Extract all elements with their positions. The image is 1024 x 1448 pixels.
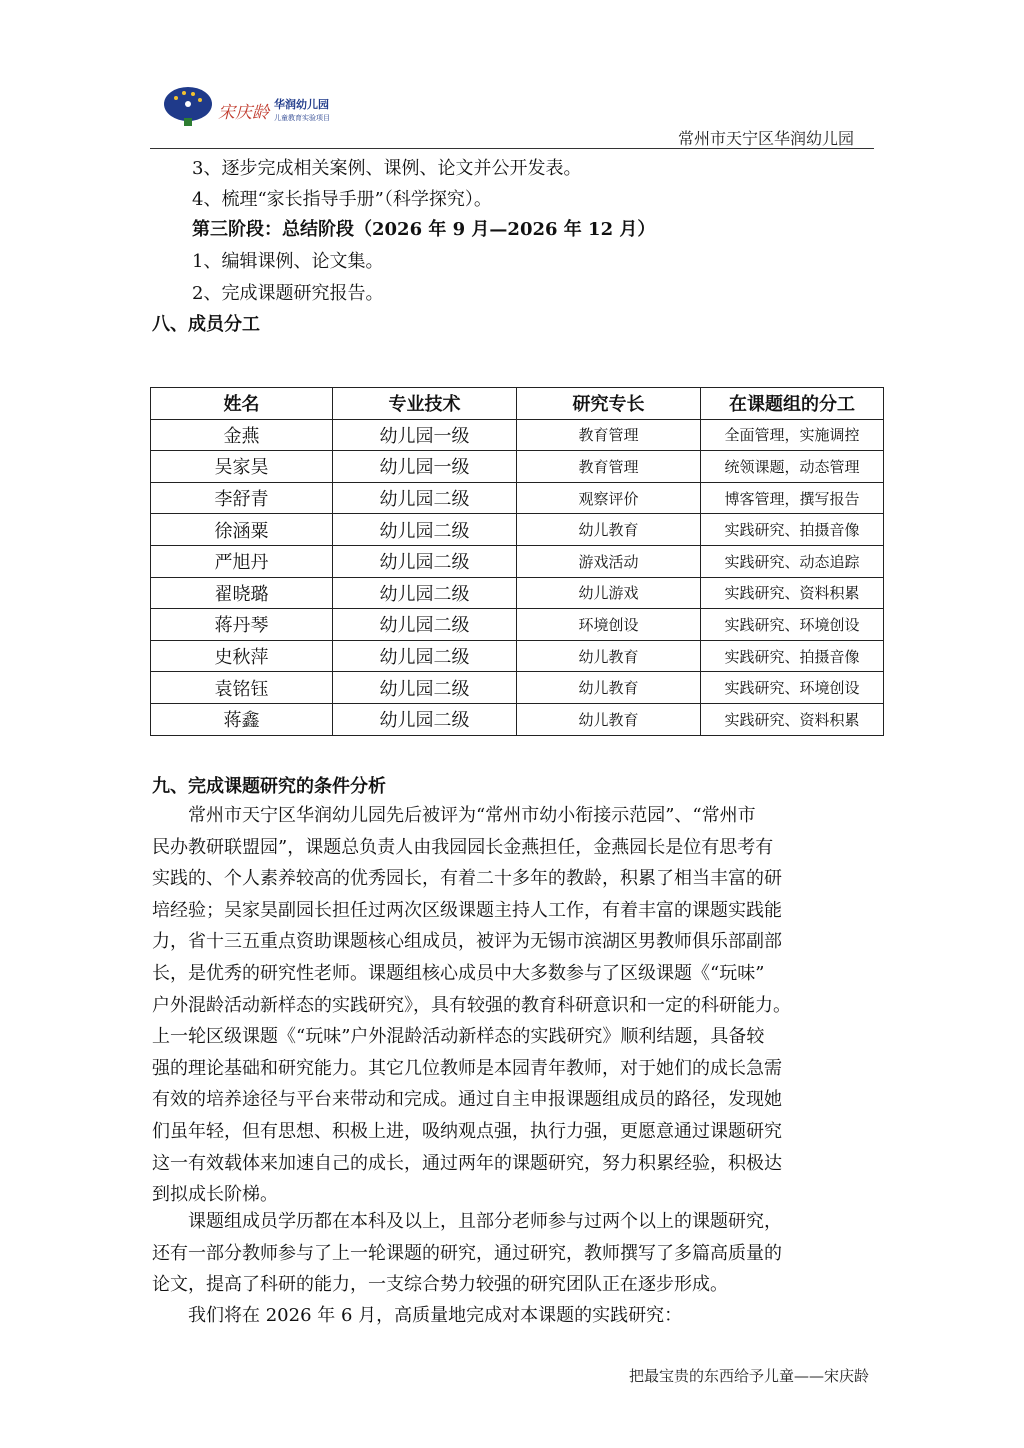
member-specialty: 环境创设 xyxy=(517,609,701,641)
member-title: 幼儿园二级 xyxy=(333,577,517,609)
member-specialty: 教育管理 xyxy=(517,451,701,483)
footer-motto: 把最宝贵的东西给予儿童——宋庆龄 xyxy=(628,1367,869,1385)
members-table xyxy=(150,387,884,736)
member-specialty: 幼儿游戏 xyxy=(517,577,701,609)
paragraph-line: 常州市天宁区华润幼儿园先后被评为“常州市幼小衔接示范园”、“常州市 xyxy=(188,805,756,826)
member-title: 幼儿园一级 xyxy=(333,451,517,483)
paragraph-line: 长，是优秀的研究性老师。课题组核心成员中大多数参与了区级课题《“玩味” xyxy=(152,962,765,984)
table-row xyxy=(151,703,884,735)
paragraph-line: 强的理论基础和研究能力。其它几位教师是本园青年教师，对于她们的成长急需 xyxy=(152,1057,782,1079)
table-row xyxy=(151,577,884,609)
member-title: 幼儿园二级 xyxy=(333,703,517,735)
table-row xyxy=(151,514,884,546)
member-duty: 实践研究、拍摄音像 xyxy=(701,514,884,546)
member-duty: 全面管理，实施调控 xyxy=(701,419,884,451)
stage3-item: 1、编辑课例、论文集。 xyxy=(192,251,384,272)
paragraph-line: 还有一部分教师参与了上一轮课题的研究，通过研究，教师撰写了多篇高质量的 xyxy=(152,1242,782,1264)
member-duty: 实践研究、资料积累 xyxy=(701,703,884,735)
column-header: 专业技术 xyxy=(333,388,517,420)
kindergarten-logo xyxy=(162,84,362,130)
paragraph-line: 们虽年轻，但有思想、积极上进，吸纳观点强，执行力强，更愿意通过课题研究 xyxy=(152,1120,782,1142)
paragraph-line: 上一轮区级课题《“玩味”户外混龄活动新样态的实践研究》顺利结题，具备较 xyxy=(152,1026,765,1048)
svg-text:宋庆龄: 宋庆龄 xyxy=(218,103,269,123)
paragraph-line: 论文，提高了科研的能力，一支综合势力较强的研究团队正在逐步形成。 xyxy=(152,1274,728,1296)
member-duty: 博客管理，撰写报告 xyxy=(701,482,884,514)
paragraph-line: 我们将在 2026 年 6 月，高质量地完成对本课题的实践研究： xyxy=(188,1305,683,1326)
table-row xyxy=(151,609,884,641)
paragraph-line: 力，省十三五重点资助课题核心组成员，被评为无锡市滨湖区男教师俱乐部副部 xyxy=(152,931,782,953)
member-specialty: 教育管理 xyxy=(517,419,701,451)
table-row xyxy=(151,545,884,577)
stage3-title: 第三阶段：总结阶段（2026 年 9 月—2026 年 12 月） xyxy=(192,219,656,240)
member-specialty: 观察评价 xyxy=(517,482,701,514)
member-duty: 实践研究、环境创设 xyxy=(701,609,884,641)
member-title: 幼儿园二级 xyxy=(333,672,517,704)
member-name: 徐涵粟 xyxy=(151,514,333,546)
paragraph-line: 户外混龄活动新样态的实践研究》，具有较强的教育科研意识和一定的科研能力。 xyxy=(152,994,791,1016)
member-title: 幼儿园二级 xyxy=(333,514,517,546)
section9-paragraph-1 xyxy=(152,800,884,1211)
paragraph-line: 培经验；吴家昊副园长担任过两次区级课题主持人工作，有着丰富的课题实践能 xyxy=(152,899,782,921)
member-specialty: 幼儿教育 xyxy=(517,703,701,735)
member-title: 幼儿园二级 xyxy=(333,609,517,641)
table-row xyxy=(151,640,884,672)
header-organization: 常州市天宁区华润幼儿园 xyxy=(677,129,854,148)
paragraph-line: 有效的培养途径与平台来带动和完成。通过自主申报课题组成员的路径，发现她 xyxy=(152,1089,782,1111)
member-specialty: 幼儿教育 xyxy=(517,640,701,672)
stage3-item: 2、完成课题研究报告。 xyxy=(192,283,384,304)
member-specialty: 游戏活动 xyxy=(517,545,701,577)
column-header: 研究专长 xyxy=(517,388,701,420)
member-specialty: 幼儿教育 xyxy=(517,514,701,546)
member-name: 李舒青 xyxy=(151,482,333,514)
svg-text:华润幼儿园: 华润幼儿园 xyxy=(274,98,329,111)
table-row xyxy=(151,419,884,451)
paragraph-line: 实践的、个人素养较高的优秀园长，有着二十多年的教龄，积累了相当丰富的研 xyxy=(152,868,782,890)
member-specialty: 幼儿教育 xyxy=(517,672,701,704)
stage2-item: 4、梳理“家长指导手册”（科学探究）。 xyxy=(192,189,492,210)
member-title: 幼儿园二级 xyxy=(333,640,517,672)
member-duty: 实践研究、资料积累 xyxy=(701,577,884,609)
member-name: 蒋鑫 xyxy=(151,703,333,735)
member-duty: 实践研究、环境创设 xyxy=(701,672,884,704)
member-name: 史秋萍 xyxy=(151,640,333,672)
paragraph-line: 到拟成长阶梯。 xyxy=(152,1184,278,1206)
section9-paragraph-3 xyxy=(152,1300,884,1332)
table-row xyxy=(151,672,884,704)
member-name: 袁铭钰 xyxy=(151,672,333,704)
column-header: 姓名 xyxy=(151,388,333,420)
section9-title: 九、完成课题研究的条件分析 xyxy=(152,776,386,797)
member-duty: 实践研究、动态追踪 xyxy=(701,545,884,577)
table-row xyxy=(151,451,884,483)
stage2-item: 3、逐步完成相关案例、课例、论文并公开发表。 xyxy=(192,158,582,179)
member-name: 蒋丹琴 xyxy=(151,609,333,641)
member-name: 吴家昊 xyxy=(151,451,333,483)
column-header: 在课题组的分工 xyxy=(701,388,884,420)
svg-text:儿童教育实验项目: 儿童教育实验项目 xyxy=(274,114,330,122)
member-title: 幼儿园二级 xyxy=(333,545,517,577)
table-header-row xyxy=(151,388,884,420)
member-name: 翟晓璐 xyxy=(151,577,333,609)
member-title: 幼儿园二级 xyxy=(333,482,517,514)
member-name: 严旭丹 xyxy=(151,545,333,577)
member-duty: 实践研究、拍摄音像 xyxy=(701,640,884,672)
table-row xyxy=(151,482,884,514)
header-divider xyxy=(150,148,874,149)
paragraph-line: 这一有效载体来加速自己的成长，通过两年的课题研究，努力积累经验，积极达 xyxy=(152,1152,782,1174)
paragraph-line: 民办教研联盟园”，课题总负责人由我园园长金燕担任，金燕园长是位有思考有 xyxy=(152,836,774,858)
section9-paragraph-2 xyxy=(152,1206,884,1301)
paragraph-line: 课题组成员学历都在本科及以上，且部分老师参与过两个以上的课题研究， xyxy=(188,1211,782,1232)
member-duty: 统领课题，动态管理 xyxy=(701,451,884,483)
member-title: 幼儿园一级 xyxy=(333,419,517,451)
section8-title: 八、成员分工 xyxy=(152,314,260,335)
member-name: 金燕 xyxy=(151,419,333,451)
